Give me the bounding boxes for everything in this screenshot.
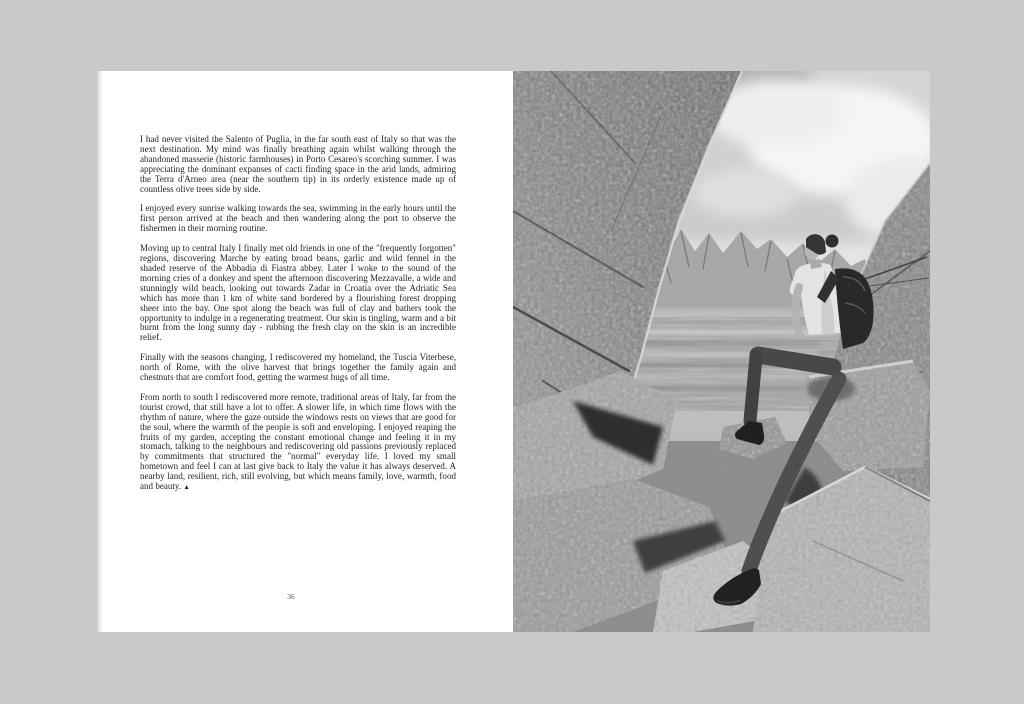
article-paragraph: Moving up to central Italy I finally met old friends in one of the "frequently forgotten" regions, discovering Marche by eating broad beans, garlic and wild fennel in the shaded reserve of the Abbadia di Fiastra abbey. Later I woke to the sound of the morning cries of a donkey and spent the afternoon discovering Mezzavalle, a wide and stunningly wild beach, looking out towards Zadar in Croatia over the Adriatic Sea which has more than 1 km of white sand bordered by a flourishing forest dropping sheer into the bay. One spot along the beach was full of clay and bathers took the opportunity to indulge in a regenerating treatment. Our skin is tingling, warm and a bit burnt from the long sunny day - rubbing the fresh clay on the skin is an incredible relief. bbox=[140, 243, 456, 343]
article-paragraph: Finally with the seasons changing, I rediscovered my homeland, the Tuscia Viterbese, north of Rome, with the olive harvest that brings together the family again and chestnuts that are comfort food, getting the warmest hugs of all time. bbox=[140, 352, 456, 383]
article-paragraph: I enjoyed every sunrise walking towards the sea, swimming in the early hours until the first person arrived at the beach and then wandering along the port to observe the fishermen in their morning routine. bbox=[140, 203, 456, 234]
magazine-spread bbox=[96, 71, 930, 632]
article-paragraph-text: From north to south I rediscovered more remote, traditional areas of Italy, far from the tourist crowd, that still have a lot to offer. A slower life, in which time flows with the rhythm of nature, where the gaze outside the windows rests on views that are good for the soul, where the warmth of the people is soft and enveloping. I enjoyed reaping the fruits of my garden, accepting the constant emotional change and feeling it in my stomach, talking to the neighbours and rediscovering old passions previously replaced by commitments that structured the "normal" everyday life. I loved my small hometown and feel I can at last give back to Italy the value it has always deserved. A nearby land, resilient, rich, still evolving, but which means family, love, warmth, food and beauty. bbox=[140, 391, 456, 492]
film-grain-overlay bbox=[513, 71, 930, 632]
page-edge-shading bbox=[96, 71, 103, 632]
article-body bbox=[140, 135, 456, 493]
right-page bbox=[513, 71, 930, 632]
page-number: 36 bbox=[287, 592, 295, 601]
article-paragraph bbox=[140, 393, 456, 493]
left-page bbox=[96, 71, 513, 632]
end-of-article-mark: ▲ bbox=[183, 484, 190, 492]
article-paragraph: I had never visited the Salento of Puglia, in the far south east of Italy so that was the next destination. My mind was finally breathing again whilst walking through the abandoned masserie (historic farmhouses) in Porto Cesareo's scorching summer. I was appreciating the dominant expanses of cacti finding space in the arid lands, admiring the Terra d'Arneo area (near the southern tip) in its orderly existence made up of countless olive trees side by side. bbox=[140, 134, 456, 194]
photo-hiker-mountains bbox=[513, 71, 930, 632]
